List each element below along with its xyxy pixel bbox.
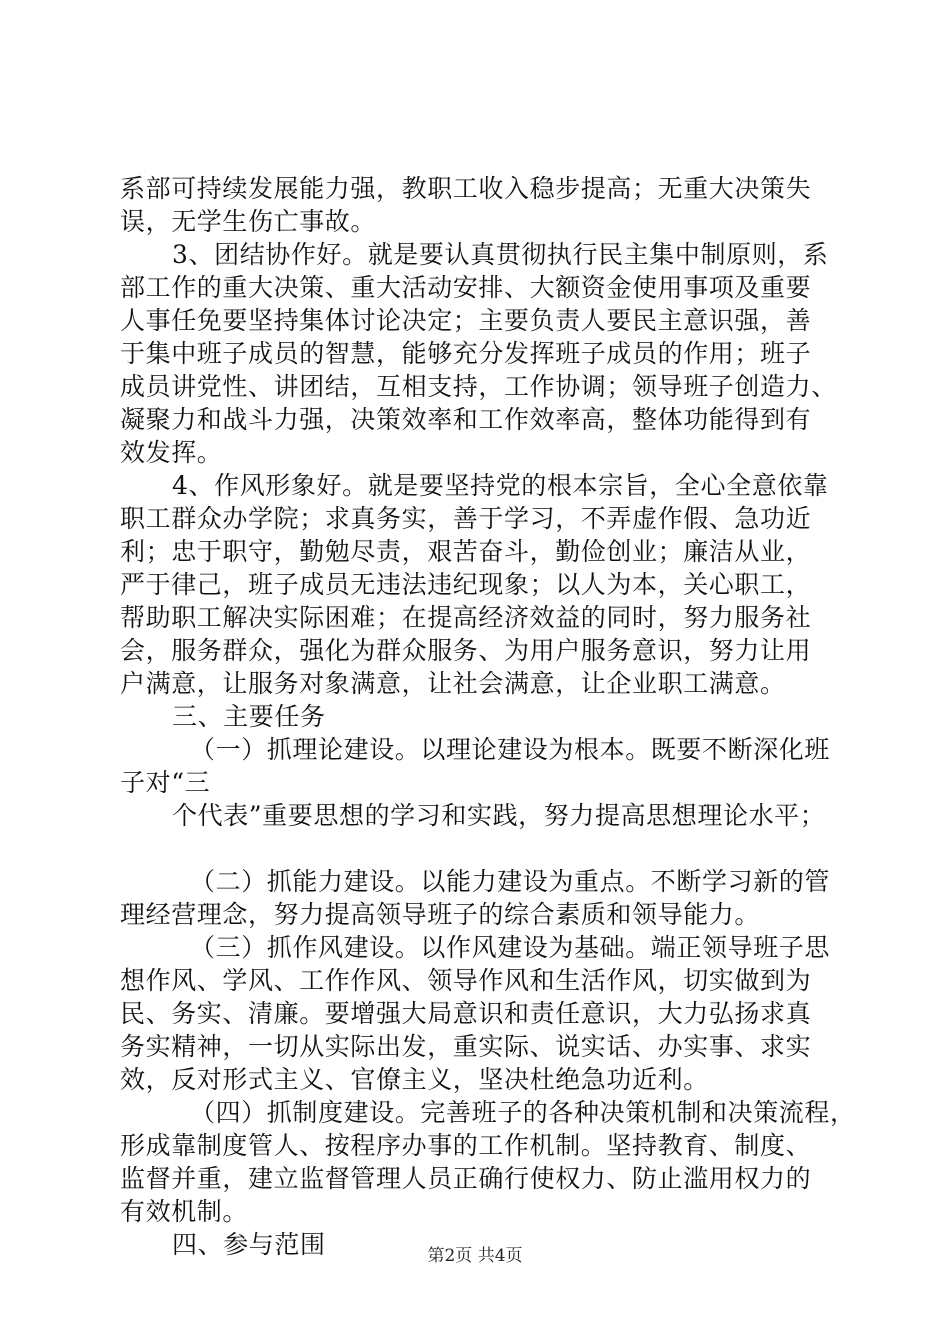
text-line: 效发挥。 xyxy=(120,438,223,467)
text-line: 利；忠于职守，勤勉尽责，艰苦奋斗，勤俭创业；廉洁从业， xyxy=(120,537,812,566)
task-3-heading: （三）抓作风建设。以作风建设为基础。端正领导班子思 xyxy=(190,933,831,962)
text-line: 误，无学生伤亡事故。 xyxy=(120,207,377,236)
text-line: 理经营理念，努力提高领导班子的综合素质和领导能力。 xyxy=(120,900,761,929)
text-line: 民、务实、清廉。要增强大局意识和责任意识，大力弘扬求真 xyxy=(120,999,812,1028)
text-line: 效，反对形式主义、官僚主义，坚决杜绝急功近利。 xyxy=(120,1065,709,1094)
text-line: 会，服务群众，强化为群众服务、为用户服务意识，努力让用 xyxy=(120,636,812,665)
text-line: 个代表”重要思想的学习和实践，努力提高思想理论水平； xyxy=(172,801,826,830)
text-line: 凝聚力和战斗力强，决策效率和工作效率高，整体功能得到有 xyxy=(120,405,812,434)
text-line: 有效机制。 xyxy=(120,1197,249,1226)
paragraph-4-heading: 4、作风形象好。就是要坚持党的根本宗旨，全心全意依靠 xyxy=(172,471,829,500)
text-line: 监督并重，建立监督管理人员正确行使权力、防止滥用权力的 xyxy=(120,1164,812,1193)
section-heading-participation-scope: 四、参与范围 xyxy=(172,1230,326,1259)
text-line: 人事任免要坚持集体讨论决定；主要负责人要民主意识强，善 xyxy=(120,306,812,335)
text-line: 子对“三 xyxy=(120,768,211,797)
task-1-heading: （一）抓理论建设。以理论建设为根本。既要不断深化班 xyxy=(190,735,831,764)
text-line: 职工群众办学院；求真务实，善于学习，不弄虚作假、急功近 xyxy=(120,504,812,533)
text-line: 务实精神，一切从实际出发，重实际、说实话、办实事、求实 xyxy=(120,1032,812,1061)
section-heading-main-tasks: 三、主要任务 xyxy=(172,702,326,731)
text-line: 户满意，让服务对象满意，让社会满意，让企业职工满意。 xyxy=(120,669,786,698)
text-line: 成员讲党性、讲团结，互相支持，工作协调；领导班子创造力、 xyxy=(120,372,837,401)
text-line: 系部可持续发展能力强，教职工收入稳步提高；无重大决策失 xyxy=(120,174,812,203)
text-line: 帮助职工解决实际困难；在提高经济效益的同时，努力服务社 xyxy=(120,603,812,632)
text-line: 部工作的重大决策、重大活动安排、大额资金使用事项及重要 xyxy=(120,273,812,302)
page-indicator: 第2页 共4页 xyxy=(427,1246,523,1266)
text-line: 想作风、学风、工作作风、领导作风和生活作风，切实做到为 xyxy=(120,966,812,995)
document-body xyxy=(120,172,856,1261)
text-line: 形成靠制度管人、按程序办事的工作机制。坚持教育、制度、 xyxy=(120,1131,812,1160)
task-4-heading: （四）抓制度建设。完善班子的各种决策机制和决策流程， xyxy=(190,1098,856,1127)
blank-line xyxy=(120,832,840,865)
task-2-heading: （二）抓能力建设。以能力建设为重点。不断学习新的管 xyxy=(190,867,831,896)
text-line: 严于律己，班子成员无违法违纪现象；以人为本，关心职工， xyxy=(120,570,812,599)
paragraph-3-heading: 3、团结协作好。就是要认真贯彻执行民主集中制原则，系 xyxy=(172,240,829,269)
text-line: 于集中班子成员的智慧，能够充分发挥班子成员的作用；班子 xyxy=(120,339,812,368)
